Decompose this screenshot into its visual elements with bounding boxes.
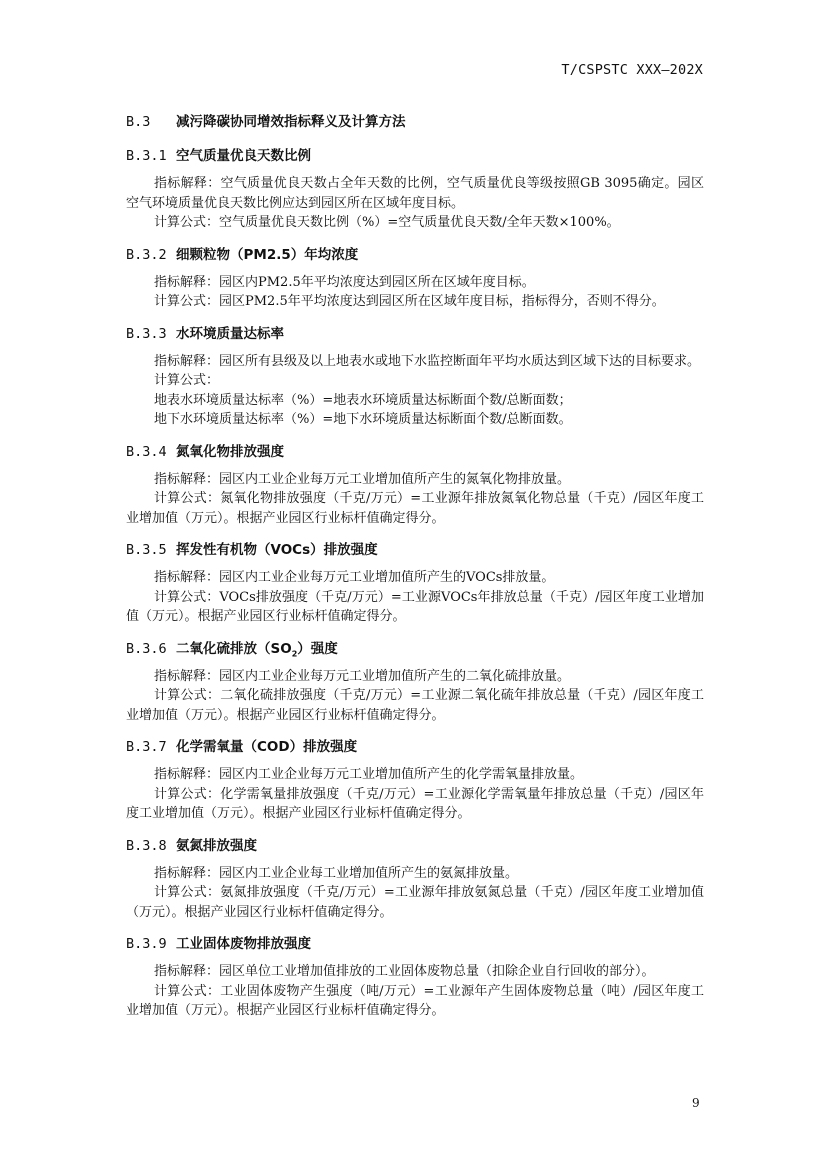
item-number: B.3.6 [126,640,167,657]
item-title: 空气质量优良天数比例 [176,148,311,164]
formula-line: 地下水环境质量达标率（%）=地下水环境质量达标断面个数/总断面数。 [154,412,572,427]
formula-line: 地表水环境质量达标率（%）=地表水环境质量达标断面个数/总断面数； [154,392,572,408]
item-number: B.3.8 [126,837,167,854]
item-paragraph: 计算公式：空气质量优良天数比例（%）=空气质量优良天数/全年天数×100%。 [154,215,620,230]
item-paragraph: 指标解释：园区内工业企业每万元工业增加值所产生的二氧化硫排放量。 [154,668,571,684]
item-paragraph: 计算公式：工业固体废物产生强度（吨/万元）=工业源年产生固体废物总量（吨）/园区年度工业增加值（万元）。根据产业园区行业标杆值确定得分。 [126,983,704,1018]
item-paragraph: 指标解释：园区所有县级及以上地表水或地下水监控断面年平均水质达到区域下达的目标要求。 [154,353,701,369]
item-number: B.3.7 [126,739,167,755]
item-paragraph: 指标解释：园区内工业企业每万元工业增加值所产生的VOCs排放量。 [154,570,555,585]
item-heading [126,540,704,560]
item-heading [126,245,704,265]
item-paragraph: 指标解释：空气质量优良天数占全年天数的比例，空气质量优良等级按照GB 3095确定。园区空气环境质量优良天数比例应达到园区所在区域年度目标。 [126,176,704,211]
item-title-prefix: 二氧化硫排放（SO [176,640,292,657]
item-paragraph: 计算公式：氮氧化物排放强度（千克/万元）=工业源年排放氮氧化物总量（千克）/园区年度工业增加值（万元）。根据产业园区行业标杆值确定得分。 [126,491,704,526]
item-paragraph: 计算公式：VOCs排放强度（千克/万元）=工业源VOCs年排放总量（千克）/园区年度工业增加值（万元）。根据产业园区行业标杆值确定得分。 [126,589,704,624]
item-title-subscript: 2 [291,649,298,659]
document-id-header: T/CSPSTC XXX—202X [561,62,703,78]
item-paragraph: 指标解释：园区单位工业增加值排放的工业固体废物总量（扣除企业自行回收的部分）。 [154,964,655,979]
content-area [126,112,704,1021]
item-title: 氮氧化物排放强度 [176,443,284,460]
item-number: B.3.9 [126,936,167,952]
item-paragraph: 指标解释：园区内工业企业每万元工业增加值所产生的化学需氧量排放量。 [154,767,584,782]
item-title: 氨氮排放强度 [176,837,257,854]
item-title: 挥发性有机物（VOCs）排放强度 [176,542,378,558]
item-number: B.3.3 [126,325,167,342]
section-heading [126,112,704,132]
section-number: B.3 [126,114,151,130]
item-title: 化学需氧量（COD）排放强度 [176,739,358,755]
item-title: 工业固体废物排放强度 [176,936,311,952]
item-number: B.3.2 [126,246,167,263]
item-heading [126,934,704,954]
item-number: B.3.1 [126,148,167,164]
item-heading [126,146,704,166]
item-paragraph: 指标解释：园区内工业企业每工业增加值所产生的氨氮排放量。 [154,865,519,881]
page-number: 9 [692,1096,700,1110]
item-heading [126,836,704,856]
item-heading [126,639,704,659]
item-heading [126,737,704,757]
item-title-suffix: ）强度 [297,640,338,657]
item-title: 细颗粒物（PM2.5）年均浓度 [176,246,359,263]
item-paragraph: 计算公式：二氧化硫排放强度（千克/万元）=工业源二氧化硫年排放总量（千克）/园区年度工业增加值（万元）。根据产业园区行业标杆值确定得分。 [126,688,704,723]
item-number: B.3.4 [126,443,167,460]
item-heading [126,324,704,344]
item-paragraph: 计算公式：化学需氧量排放强度（千克/万元）=工业源化学需氧量年排放总量（千克）/园区年度工业增加值（万元）。根据产业园区行业标杆值确定得分。 [126,786,704,821]
item-paragraph: 计算公式：氨氮排放强度（千克/万元）=工业源年排放氨氮总量（千克）/园区年度工业增加值（万元）。根据产业园区行业标杆值确定得分。 [126,885,704,920]
item-paragraph: 指标解释：园区内PM2.5年平均浓度达到园区所在区域年度目标。 [154,274,535,290]
item-paragraph: 指标解释：园区内工业企业每万元工业增加值所产生的氮氧化物排放量。 [154,471,571,487]
item-number: B.3.5 [126,542,167,558]
item-title: 水环境质量达标率 [176,325,284,342]
section-title: 减污降碳协同增效指标释义及计算方法 [176,114,406,130]
item-paragraph: 计算公式： [154,373,220,388]
item-paragraph: 计算公式：园区PM2.5年平均浓度达到园区所在区域年度目标，指标得分，否则不得分。 [154,294,665,309]
item-heading [126,442,704,462]
